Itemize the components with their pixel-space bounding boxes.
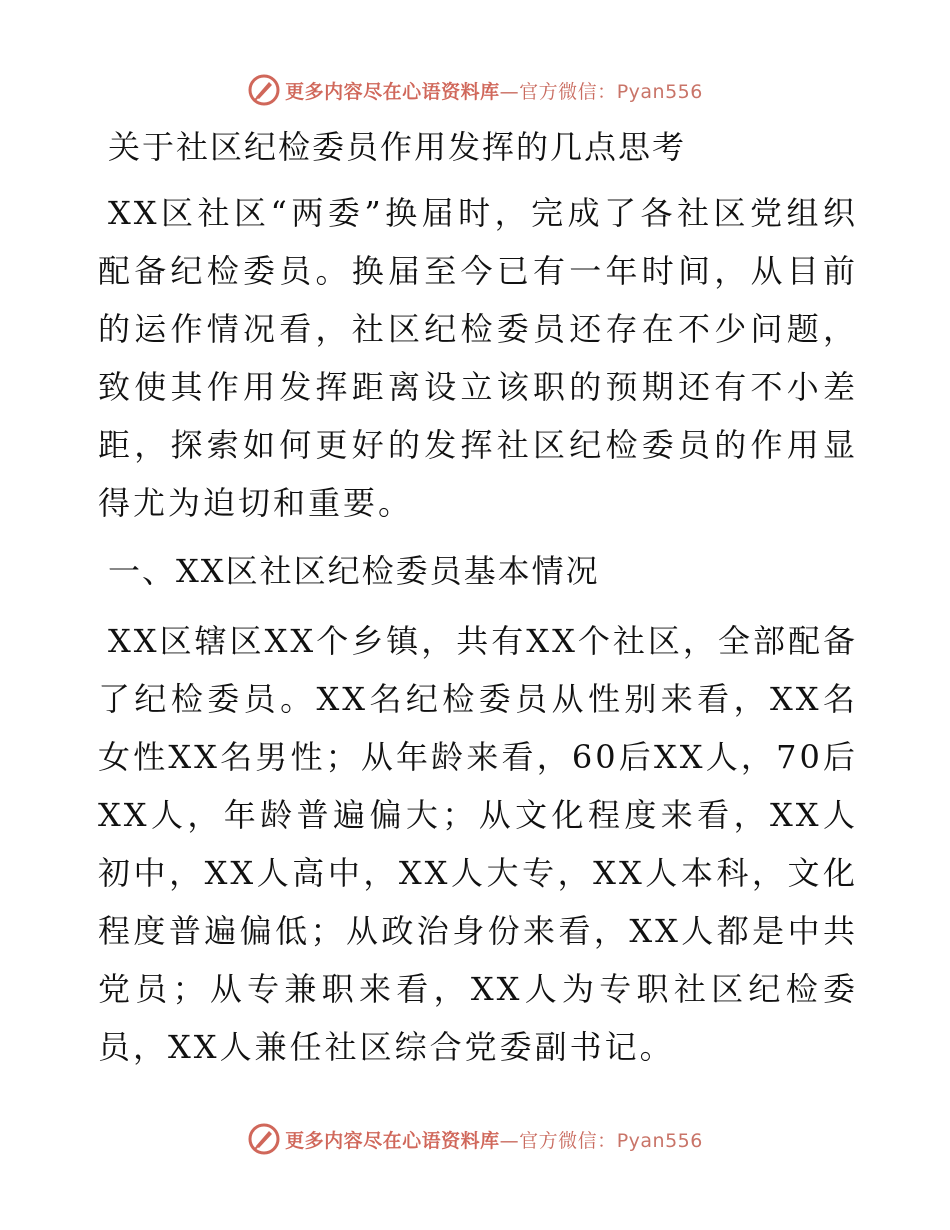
watermark-separator: —	[499, 1129, 520, 1152]
quill-logo-icon	[247, 1122, 281, 1156]
document-title: 关于社区纪检委员作用发挥的几点思考	[108, 128, 687, 166]
watermark-text	[285, 1126, 703, 1153]
watermark-main: 更多内容尽在心语资料库	[285, 1129, 500, 1152]
section-heading: 一、XX区社区纪检委员基本情况	[108, 552, 600, 590]
watermark-main: 更多内容尽在心语资料库	[285, 80, 500, 103]
watermark-wechat-id: Pyan556	[616, 80, 703, 103]
watermark-separator: —	[499, 80, 520, 103]
watermark-wechat-id: Pyan556	[616, 1129, 703, 1152]
document-body	[98, 118, 858, 1076]
footer-watermark	[0, 1121, 950, 1157]
watermark-official: 官方微信：	[519, 1129, 617, 1152]
header-watermark	[0, 72, 950, 108]
watermark-official: 官方微信：	[519, 80, 617, 103]
intro-paragraph: XX区社区“两委”换届时，完成了各社区党组织配备纪检委员。换届至今已有一年时间，从目前的运作情况看，社区纪检委员还存在不少问题，致使其作用发挥距离设立该职的预期还有不小差距，探索如何更好的发挥社区纪检委员的作用显得尤为迫切和重要。	[98, 194, 858, 522]
section-paragraph: XX区辖区XX个乡镇，共有XX个社区，全部配备了纪检委员。XX名纪检委员从性别来看，XX名女性XX名男性；从年龄来看，60后XX人，70后XX人，年龄普遍偏大；从文化程度来看，XX人初中，XX人高中，XX人大专，XX人本科，文化程度普遍偏低；从政治身份来看，XX人都是中共党员；从专兼职来看，XX人为专职社区纪检委员，XX人兼任社区综合党委副书记。	[98, 622, 858, 1066]
watermark-text	[285, 77, 703, 104]
quill-logo-icon	[247, 73, 281, 107]
